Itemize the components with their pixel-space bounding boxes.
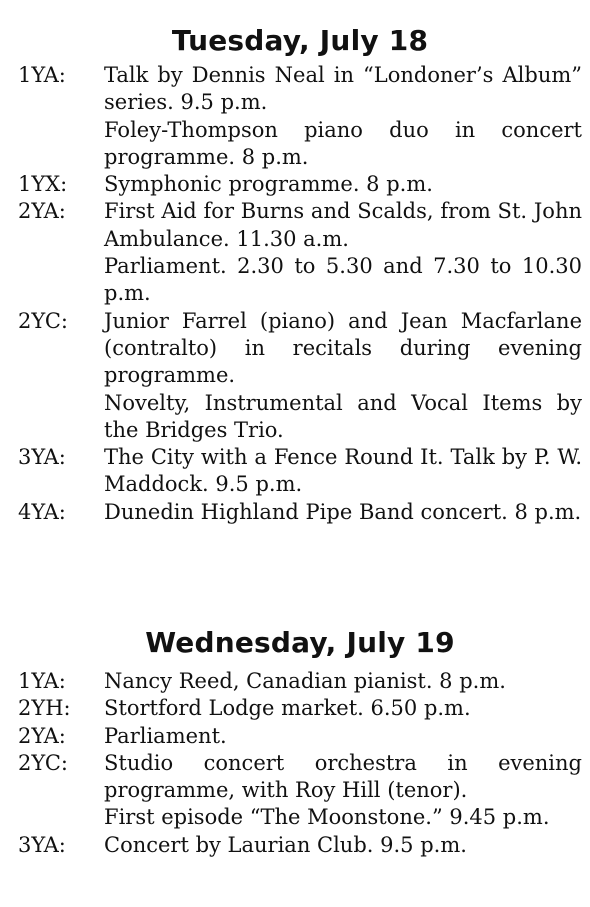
wednesday-listings xyxy=(0,668,590,859)
listing-entry xyxy=(0,695,590,722)
listing-entry xyxy=(0,723,590,750)
listing-item: Concert by Laurian Club. 9.5 p.m. xyxy=(104,832,467,857)
listing-item: First Aid for Burns and Scalds, from St. John Ambulance. 11.30 a.m. xyxy=(104,199,582,251)
listing-item: Nancy Reed, Canadian pianist. 8 p.m. xyxy=(104,669,506,693)
station-code: 2YC: xyxy=(18,308,68,333)
day-heading-tuesday: Tuesday, July 18 xyxy=(171,24,429,57)
listing-entry xyxy=(0,499,590,526)
station-code: 2YA: xyxy=(18,723,66,748)
listing-item: Dunedin Highland Pipe Band concert. 8 p.m. xyxy=(104,499,582,524)
listing-entry xyxy=(0,750,590,832)
listing-item: Stortford Lodge market. 6.50 p.m. xyxy=(104,696,471,721)
station-code: 3YA: xyxy=(18,832,66,857)
listing-item: Studio concert orchestra in evening programme, with Roy Hill (tenor). xyxy=(104,750,582,803)
listing-entry xyxy=(0,308,590,444)
listing-entry xyxy=(0,668,590,695)
station-code: 1YA: xyxy=(18,63,66,87)
listing-entry xyxy=(0,832,590,859)
listing-entry xyxy=(0,171,590,198)
listing-item: Parliament. 2.30 to 5.30 and 7.30 to 10.30 p.m. xyxy=(104,254,582,306)
station-code: 4YA: xyxy=(18,499,66,524)
listing-item: Parliament. xyxy=(104,723,227,748)
listing-entry xyxy=(0,62,590,171)
tuesday-listings xyxy=(0,62,590,526)
listing-item: Novelty, Instrumental and Vocal Items by the Bridges Trio. xyxy=(104,390,582,442)
listing-item: Foley-Thompson piano duo in concert programme. 8 p.m. xyxy=(104,117,582,169)
station-code: 2YH: xyxy=(18,696,71,721)
station-code: 3YA: xyxy=(18,445,66,470)
station-code: 2YC: xyxy=(18,750,68,775)
listing-entry xyxy=(0,198,590,307)
day-heading-wednesday: Wednesday, July 19 xyxy=(145,626,455,659)
listing-item: Talk by Dennis Neal in “Londoner’s Album” series. 9.5 p.m. xyxy=(104,63,582,115)
station-code: 1YX: xyxy=(18,172,68,197)
station-code: 1YA: xyxy=(18,669,66,693)
station-code: 2YA: xyxy=(18,199,66,224)
listing-item: The City with a Fence Round It. Talk by P. W. Maddock. 9.5 p.m. xyxy=(104,445,582,497)
listing-item: Junior Farrel (piano) and Jean Macfarlane (contralto) in recitals during evening programme. xyxy=(104,308,582,388)
listing-entry xyxy=(0,444,590,499)
listing-item: Symphonic programme. 8 p.m. xyxy=(104,172,433,197)
listing-item: First episode “The Moonstone.” 9.45 p.m. xyxy=(104,805,550,830)
